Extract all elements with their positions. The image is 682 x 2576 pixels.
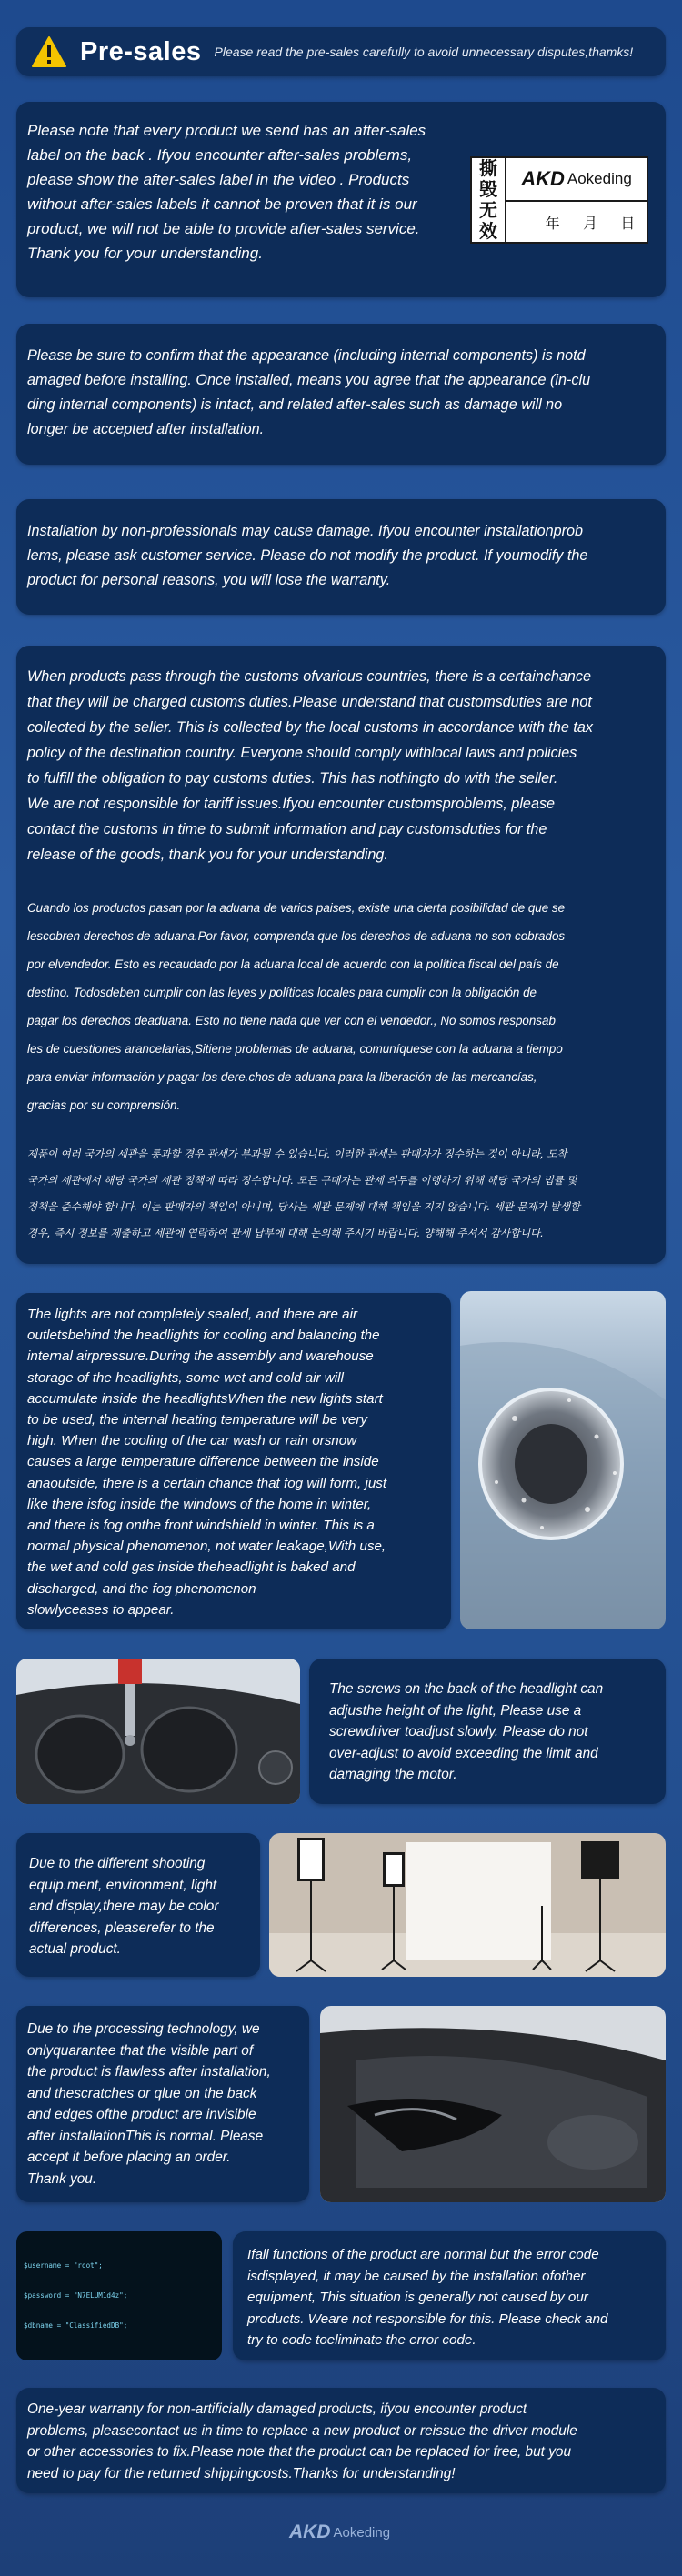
fog-card (16, 1293, 451, 1629)
text-line: label on the back . Ifyou encounter after-sales problems, (27, 146, 413, 164)
text-line: without after-sales labels it cannot be proven that it is our (27, 195, 417, 213)
customs-card (16, 646, 666, 1264)
footer-brand-logo (289, 2521, 390, 2543)
text-line: and edges ofthe product are invisible (27, 2107, 256, 2122)
appearance-text (27, 344, 664, 442)
headlight-screw-photo (16, 1659, 300, 1804)
page-subtitle: Please read the pre-sales carefully to avoid unnecessary disputes,thamks! (214, 45, 634, 59)
text-line: that they will be charged customs duties.Please understand that customsduties are not (27, 694, 592, 710)
text-line: anaoutside, there is a certain chance that fog will form, just (27, 1475, 387, 1491)
photo-studio-photo (269, 1833, 666, 1977)
text-line: adjusthe height of the light, Please use a (329, 1702, 582, 1719)
warranty-card (16, 2388, 666, 2493)
text-line: Please note that every product we send has an after-sales (27, 122, 426, 139)
text-line: Cuando los productos pasan por la aduana de varios paises, existe una cierta posibilidad de que se (27, 901, 566, 915)
appearance-card (16, 324, 666, 465)
sticker-brand-logo (506, 158, 647, 202)
text-line: policy of the destination country. Everyone should comply withlocal laws and policies (27, 745, 577, 761)
customs-text-spanish (27, 894, 664, 1119)
text-line: screwdriver toadjust slowly. Please do not (329, 1724, 588, 1739)
text-line: equip.ment, environment, light (29, 1877, 217, 1893)
text-line: lescobren derechos de aduana.Por favor, comprenda que los derechos de aduana no son cobrados (27, 929, 566, 943)
code-screen-photo (16, 2231, 222, 2360)
text-line: onlyquarantee that the visible part of (27, 2042, 254, 2059)
color-difference-card (16, 1833, 260, 1977)
text-line: products. Weare not responsible for this. Please check and (247, 2310, 608, 2327)
text-line: Due to the different shooting (29, 1856, 206, 1871)
text-line: release of the goods, thank you for your understanding. (27, 847, 388, 863)
text-line: like there isfog inside the windows of the home in winter, (27, 1496, 372, 1512)
screws-card (309, 1659, 666, 1804)
text-line: Thank you for your understanding. (27, 245, 263, 262)
text-line: Ifall functions of the product are normal but the error code (247, 2247, 599, 2262)
text-line: need to pay for the returned shippingcosts.Thanks for understanding! (27, 2465, 456, 2481)
text-line: high. When the cooling of the car wash or rain orsnow (27, 1433, 357, 1449)
text-line: Due to the processing technology, we (27, 2021, 260, 2037)
text-line: longer be accepted after installation. (27, 421, 265, 437)
text-line: actual product. (29, 1941, 121, 1957)
text-line: after installationThis is normal. Please (27, 2128, 264, 2144)
text-line: to be used, the internal heating temperature will be very (27, 1412, 367, 1428)
text-line: storage of the headlights, some wet and cold air will (27, 1369, 344, 1386)
text-line: Please be sure to confirm that the appearance (including internal components) is notd (27, 347, 586, 364)
processing-card (16, 2006, 309, 2202)
installation-card (16, 499, 666, 615)
brand-name: Aokeding (567, 170, 632, 187)
warranty-text (27, 2399, 664, 2484)
text-line: 국가의 세관에서 해당 국가의 세관 정책에 따라 징수합니다. 모든 구매자는 관세 의무를 이행하기 위해 해당 국가의 법률 및 (27, 1174, 577, 1187)
text-line: equipment, This situation is generally not caused by our (247, 2290, 588, 2305)
text-line: para enviar información y pagar los dere.chos de aduana para la liberación de las mercancías, (27, 1070, 537, 1084)
text-line: normal physical phenomenon, not water leakage,With use, (27, 1539, 386, 1555)
text-line: amaged before installing. Once installed, means you agree that the appearance (in-clu (27, 372, 591, 388)
warning-icon (31, 35, 67, 68)
text-line: causes a large temperature difference between the inside (27, 1454, 379, 1470)
text-line: pagar los derechos deaduana. Esto no tiene nada que ver con el vendedor., No somos responsab (27, 1014, 556, 1027)
error-code-text (247, 2244, 664, 2351)
text-line: or other accessories to fix.Please note that the product can be replaced for free, but you (27, 2444, 572, 2460)
text-line: and thescratches or qlue on the back (27, 2085, 257, 2101)
installation-text (27, 519, 664, 593)
processing-text (27, 2019, 306, 2190)
after-sales-text (27, 118, 464, 266)
after-sales-sticker (470, 156, 648, 244)
text-line: lems, please ask customer service. Please do not modify the product. If youmodify the (27, 547, 588, 564)
text-line: the wet and cold gas inside theheadlight is baked and (27, 1559, 356, 1576)
text-line: product, we will not be able to provide after-sales service. (27, 220, 420, 237)
text-line: gracias por su comprensión. (27, 1098, 181, 1112)
screws-text (329, 1679, 666, 1786)
text-line: The screws on the back of the headlight can (329, 1681, 604, 1697)
text-line: When products pass through the customs ofvarious countries, there is a certainchance (27, 668, 591, 685)
text-line: to fulfill the obligation to pay customs duties. This has nothingto do with the seller. (27, 770, 558, 787)
text-line: contact the customs in time to submit information and pay customsduties for the (27, 821, 547, 837)
text-line: destino. Todosdeben cumplir con las leyes y políticas locales para cumplir con la obligación de (27, 986, 537, 999)
headlight-edge-glue-photo (320, 2006, 666, 2202)
text-line: internal airpressure.During the assembly and warehouse (27, 1348, 374, 1365)
text-line: damaging the motor. (329, 1767, 457, 1782)
sticker-date-field: 年 月 日 (545, 214, 636, 232)
color-difference-text (29, 1853, 260, 1960)
text-line: slowlyceases to appear. (27, 1601, 175, 1618)
text-line: Thank you. (27, 2170, 97, 2187)
brand-mark: AKD (289, 2521, 331, 2542)
text-line: collected by the seller. This is collected by the local customs in accordance with the tax (27, 719, 594, 736)
text-line: please show the after-sales label in the video . Products (27, 171, 410, 188)
customs-text-english (27, 664, 664, 867)
presales-header (16, 27, 666, 76)
text-line: accept it before placing an order. (27, 2150, 231, 2165)
fog-text (27, 1304, 447, 1620)
text-line: product for personal reasons, you will lose the warranty. (27, 572, 391, 588)
page-title: Pre-sales (80, 36, 202, 66)
code-lines: $username = "root"; $password = "N7ELUM1d4z"; $dbname = "ClassifiedDB"; (24, 2261, 128, 2330)
void-if-torn-text: 撕 毁 无 效 (472, 158, 506, 242)
text-line: The lights are not completely sealed, and there are air (27, 1307, 358, 1322)
text-line: 경우, 즉시 정보를 제출하고 세관에 연락하여 관세 납부에 대해 논의해 주시기 바랍니다. 양해해 주셔서 감사합니다. (27, 1227, 544, 1239)
text-line: problems, pleasecontact us in time to replace a new product or reissue the driver module (27, 2422, 577, 2439)
text-line: and there is fog onthe front windshield in winter. This is a (27, 1518, 375, 1534)
text-line: les de cuestiones arancelarias,Sitiene problemas de aduana, comuníquese con la aduana a tiempo (27, 1042, 563, 1056)
text-line: try to code toeliminate the error code. (247, 2332, 476, 2348)
text-line: accumulate inside the headlightsWhen the new lights start (27, 1390, 383, 1407)
text-line: discharged, and the fog phenomenon (27, 1580, 256, 1597)
text-line: ding internal components) is intact, and related after-sales such as damage will no (27, 396, 563, 413)
text-line: outletsbehind the headlights for cooling and balancing the (27, 1328, 380, 1344)
foggy-headlight-photo (460, 1291, 666, 1629)
text-line: por elvendedor. Esto es recaudado por la aduana local de acuerdo con la política fiscal del país de (27, 957, 559, 971)
text-line: over-adjust to avoid exceeding the limit and (329, 1745, 598, 1761)
customs-text-korean (27, 1141, 664, 1247)
text-line: Installation by non-professionals may cause damage. Ifyou encounter installationprob (27, 523, 583, 539)
text-line: and display,there may be color (29, 1899, 219, 1914)
brand-mark: AKD (521, 167, 565, 190)
brand-name: Aokeding (333, 2524, 391, 2541)
text-line: One-year warranty for non-artificially damaged products, ifyou encounter product (27, 2401, 527, 2417)
text-line: the product is flawless after installation, (27, 2064, 271, 2080)
text-line: We are not responsible for tariff issues.Ifyou encounter customsproblems, please (27, 796, 556, 812)
text-line: 제품이 여러 국가의 세관을 통과할 경우 관세가 부과될 수 있습니다. 이러한 관세는 판매자가 징수하는 것이 아니라, 도착 (27, 1148, 567, 1160)
error-code-card (233, 2231, 666, 2360)
text-line: isdisplayed, it may be caused by the installation ofother (247, 2268, 586, 2284)
text-line: 정책을 준수해야 합니다. 이는 판매자의 책임이 아니며, 당사는 세관 문제에 대해 책임을 지지 않습니다. 세관 문제가 발생할 (27, 1200, 580, 1213)
text-line: differences, pleaserefer to the (29, 1919, 215, 1936)
